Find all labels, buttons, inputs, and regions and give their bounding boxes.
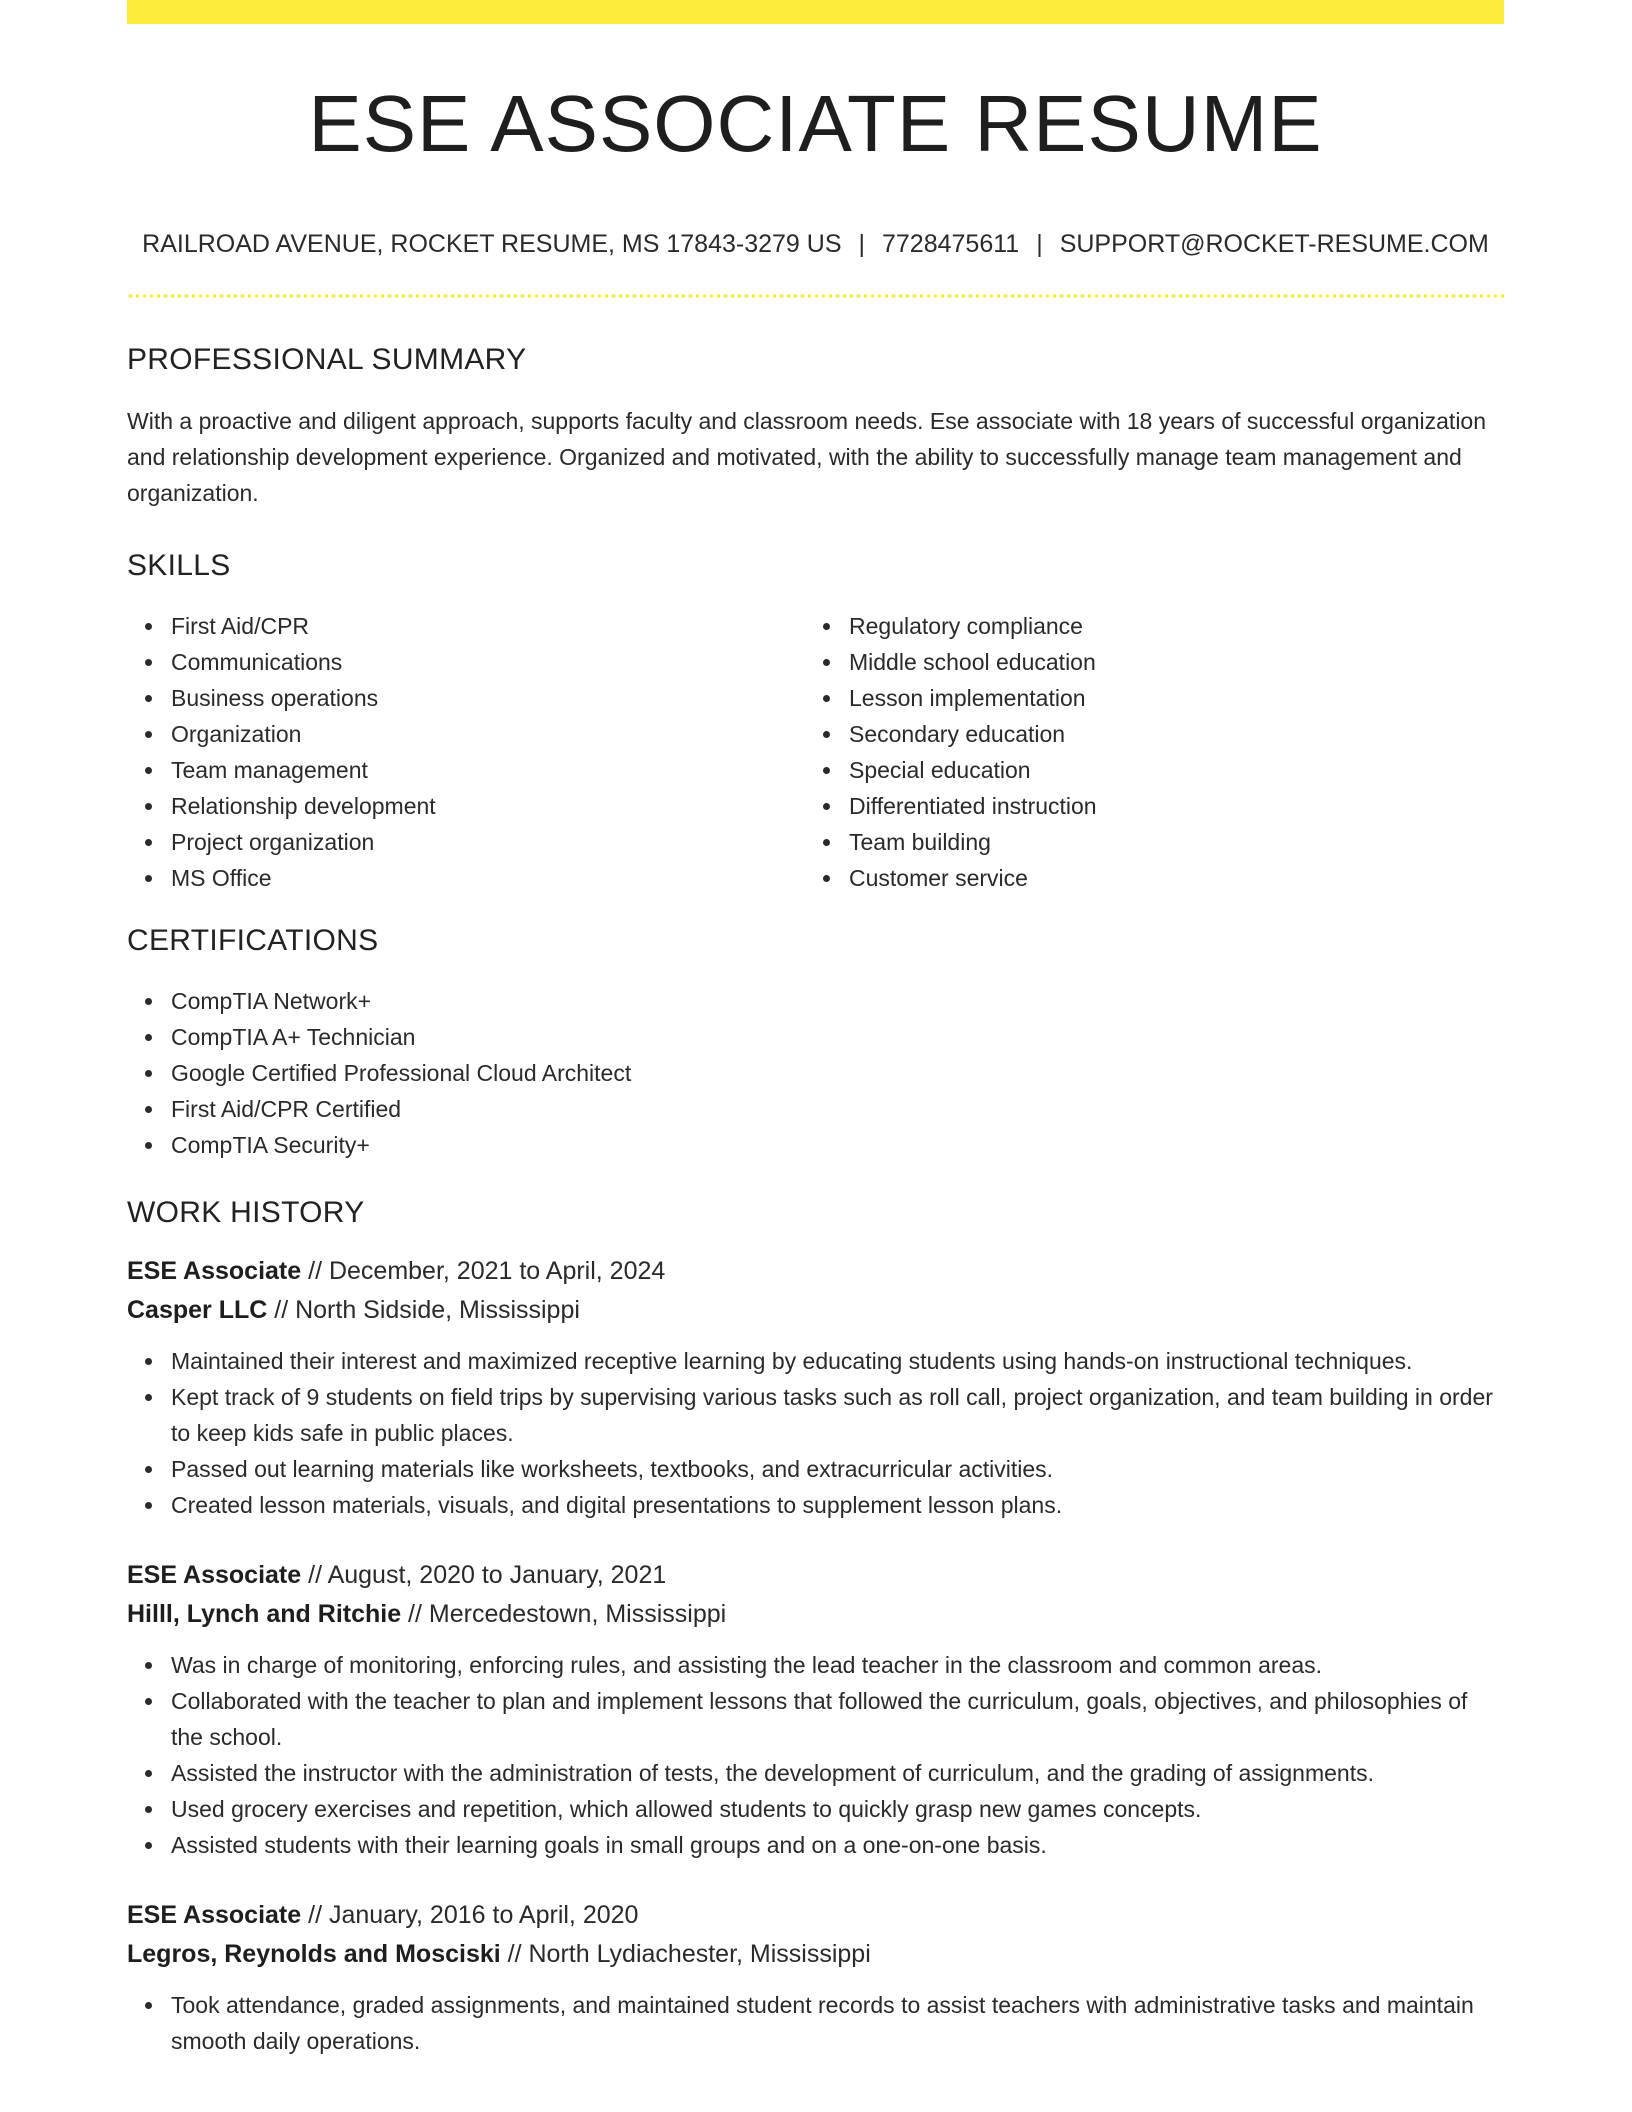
- job-bullet: [127, 1827, 1504, 1863]
- bullet-dot-icon: [145, 875, 152, 882]
- bullet-dot-icon: [823, 803, 830, 810]
- skill-item-text: Team building: [849, 829, 991, 855]
- certification-item: [127, 1055, 1504, 1091]
- job-bullet-text: Used grocery exercises and repetition, which allowed students to quickly grasp new games concepts.: [171, 1796, 1202, 1822]
- job-company-line: [127, 1935, 1504, 1974]
- job-company: Casper LLC: [127, 1296, 268, 1324]
- job-bullets: [127, 1343, 1504, 1523]
- job-bullets: [127, 1647, 1504, 1863]
- skill-item-text: Organization: [171, 721, 302, 747]
- job-bullet-text: Assisted the instructor with the administration of tests, the development of curriculum, and the grading of assignments.: [171, 1760, 1374, 1786]
- skill-item-text: MS Office: [171, 865, 272, 891]
- job-company-line: [127, 1595, 1504, 1634]
- job-bullet: [127, 1683, 1504, 1755]
- skill-item-text: Lesson implementation: [849, 685, 1086, 711]
- skills-list-left: [127, 608, 805, 896]
- resume-title: ESE ASSOCIATE RESUME: [308, 79, 1323, 168]
- job-dates: // December, 2021 to April, 2024: [301, 1257, 666, 1285]
- skill-item: [805, 752, 1483, 788]
- certification-item-text: CompTIA Security+: [171, 1132, 370, 1158]
- certification-item: [127, 983, 1504, 1019]
- skill-item: [805, 644, 1483, 680]
- skill-item: [805, 788, 1483, 824]
- bullet-dot-icon: [145, 1770, 152, 1777]
- bullet-dot-icon: [145, 803, 152, 810]
- bullet-dot-icon: [145, 1806, 152, 1813]
- skills-heading: SKILLS: [127, 549, 231, 582]
- skill-item-text: Special education: [849, 757, 1031, 783]
- skill-item-text: Project organization: [171, 829, 375, 855]
- skills-columns: [127, 608, 1504, 896]
- certifications-heading: CERTIFICATIONS: [127, 924, 379, 957]
- job-bullet: [127, 1451, 1504, 1487]
- skill-item-text: Communications: [171, 649, 343, 675]
- certification-item-text: Google Certified Professional Cloud Architect: [171, 1060, 632, 1086]
- skills-list-right: [805, 608, 1483, 896]
- bullet-dot-icon: [823, 767, 830, 774]
- job-company-line: [127, 1291, 1504, 1330]
- bullet-dot-icon: [145, 1502, 152, 1509]
- job-bullet-text: Was in charge of monitoring, enforcing rules, and assisting the lead teacher in the classroom and common areas.: [171, 1652, 1323, 1678]
- bullet-dot-icon: [145, 1698, 152, 1705]
- skill-item-text: Relationship development: [171, 793, 436, 819]
- bullet-dot-icon: [823, 839, 830, 846]
- skill-item-text: First Aid/CPR: [171, 613, 310, 639]
- job-bullet-text: Took attendance, graded assignments, and maintained student records to assist teachers with administrative tasks and maintain smooth daily operations.: [171, 1992, 1474, 2054]
- bullet-dot-icon: [145, 1142, 152, 1149]
- skill-item: [805, 824, 1483, 860]
- skill-item: [127, 680, 805, 716]
- certification-item-text: CompTIA A+ Technician: [171, 1024, 416, 1050]
- bullet-dot-icon: [823, 695, 830, 702]
- certification-item-text: First Aid/CPR Certified: [171, 1096, 402, 1122]
- contact-separator: |: [1036, 230, 1043, 258]
- skill-item: [805, 860, 1483, 896]
- skill-item: [805, 716, 1483, 752]
- skill-item-text: Middle school education: [849, 649, 1096, 675]
- dotted-divider: [127, 294, 1504, 298]
- resume-page: [127, 0, 1504, 2112]
- certifications-list: [127, 983, 1504, 1163]
- job-title-line: [127, 1252, 1504, 1291]
- skill-item-text: Team management: [171, 757, 368, 783]
- certification-item: [127, 1127, 1504, 1163]
- skill-item: [805, 680, 1483, 716]
- contact-email[interactable]: SUPPORT@ROCKET-RESUME.COM: [1059, 230, 1489, 258]
- job-bullet-text: Collaborated with the teacher to plan and implement lessons that followed the curriculum, goals, objectives, and philosophies of the school.: [171, 1688, 1468, 1750]
- job-entry: [127, 1896, 1504, 2059]
- bullet-dot-icon: [145, 1070, 152, 1077]
- job-company: Legros, Reynolds and Mosciski: [127, 1940, 501, 1968]
- job-bullet-text: Assisted students with their learning goals in small groups and on a one-on-one basis.: [171, 1832, 1047, 1858]
- skill-item-text: Regulatory compliance: [849, 613, 1083, 639]
- job-location: // North Sidside, Mississippi: [267, 1296, 580, 1324]
- job-bullet: [127, 1755, 1504, 1791]
- bullet-dot-icon: [145, 767, 152, 774]
- bullet-dot-icon: [145, 1358, 152, 1365]
- bullet-dot-icon: [145, 1466, 152, 1473]
- certification-item: [127, 1019, 1504, 1055]
- bullet-dot-icon: [145, 839, 152, 846]
- job-role: ESE Associate: [127, 1901, 302, 1929]
- job-bullet: [127, 1791, 1504, 1827]
- bullet-dot-icon: [145, 731, 152, 738]
- job-bullet: [127, 1343, 1504, 1379]
- bullet-dot-icon: [145, 1034, 152, 1041]
- work-history-list: [127, 1252, 1504, 2059]
- skill-item-text: Secondary education: [849, 721, 1066, 747]
- contact-separator: |: [858, 230, 865, 258]
- bullet-dot-icon: [145, 998, 152, 1005]
- job-bullet-text: Passed out learning materials like worksheets, textbooks, and extracurricular activities.: [171, 1456, 1054, 1482]
- bullet-dot-icon: [145, 1842, 152, 1849]
- bullet-dot-icon: [145, 695, 152, 702]
- contact-phone[interactable]: 7728475611: [882, 230, 1020, 258]
- job-bullet: [127, 1647, 1504, 1683]
- bullet-dot-icon: [823, 623, 830, 630]
- skill-item: [127, 860, 805, 896]
- skill-item: [127, 608, 805, 644]
- contact-line: [127, 232, 1504, 257]
- job-entry: [127, 1556, 1504, 1863]
- skill-item: [805, 608, 1483, 644]
- skill-item: [127, 716, 805, 752]
- job-bullet-text: Created lesson materials, visuals, and digital presentations to supplement lesson plans.: [171, 1492, 1063, 1518]
- job-title-line: [127, 1556, 1504, 1595]
- summary-heading: PROFESSIONAL SUMMARY: [127, 343, 527, 376]
- job-role: ESE Associate: [127, 1257, 302, 1285]
- skill-item-text: Customer service: [849, 865, 1028, 891]
- bullet-dot-icon: [145, 623, 152, 630]
- bullet-dot-icon: [145, 659, 152, 666]
- job-dates: // August, 2020 to January, 2021: [301, 1561, 667, 1589]
- job-bullet: [127, 1987, 1504, 2059]
- job-bullets: [127, 1987, 1504, 2059]
- bullet-dot-icon: [823, 731, 830, 738]
- job-dates: // January, 2016 to April, 2020: [301, 1901, 639, 1929]
- bullet-dot-icon: [823, 659, 830, 666]
- job-entry: [127, 1252, 1504, 1523]
- skill-item: [127, 824, 805, 860]
- bullet-dot-icon: [823, 875, 830, 882]
- bullet-dot-icon: [145, 1394, 152, 1401]
- work-history-heading: WORK HISTORY: [127, 1196, 365, 1229]
- job-bullet-text: Maintained their interest and maximized receptive learning by educating students using hands-on instructional techniques.: [171, 1348, 1413, 1374]
- bullet-dot-icon: [145, 1106, 152, 1113]
- job-location: // North Lydiachester, Mississippi: [500, 1940, 871, 1968]
- bullet-dot-icon: [145, 2002, 152, 2009]
- job-location: // Mercedestown, Mississippi: [401, 1600, 727, 1628]
- job-bullet-text: Kept track of 9 students on field trips by supervising various tasks such as roll call, project organization, and team building in order to keep kids safe in public places.: [171, 1384, 1493, 1446]
- job-company: Hilll, Lynch and Ritchie: [127, 1600, 402, 1628]
- bullet-dot-icon: [145, 1662, 152, 1669]
- skill-item: [127, 644, 805, 680]
- skill-item: [127, 788, 805, 824]
- certification-item: [127, 1091, 1504, 1127]
- accent-top-bar: [127, 0, 1504, 24]
- contact-address: RAILROAD AVENUE, ROCKET RESUME, MS 17843-3279 US: [142, 230, 842, 258]
- job-role: ESE Associate: [127, 1561, 302, 1589]
- skill-item: [127, 752, 805, 788]
- skill-item-text: Differentiated instruction: [849, 793, 1097, 819]
- job-title-line: [127, 1896, 1504, 1935]
- certification-item-text: CompTIA Network+: [171, 988, 372, 1014]
- skill-item-text: Business operations: [171, 685, 379, 711]
- job-bullet: [127, 1379, 1504, 1451]
- job-bullet: [127, 1487, 1504, 1523]
- summary-text: With a proactive and diligent approach, supports faculty and classroom needs. Ese associate with 18 years of successful organization and relationship development experience. Organized and motivated, with the ability to successfully manage team management and organization.: [127, 408, 1487, 506]
